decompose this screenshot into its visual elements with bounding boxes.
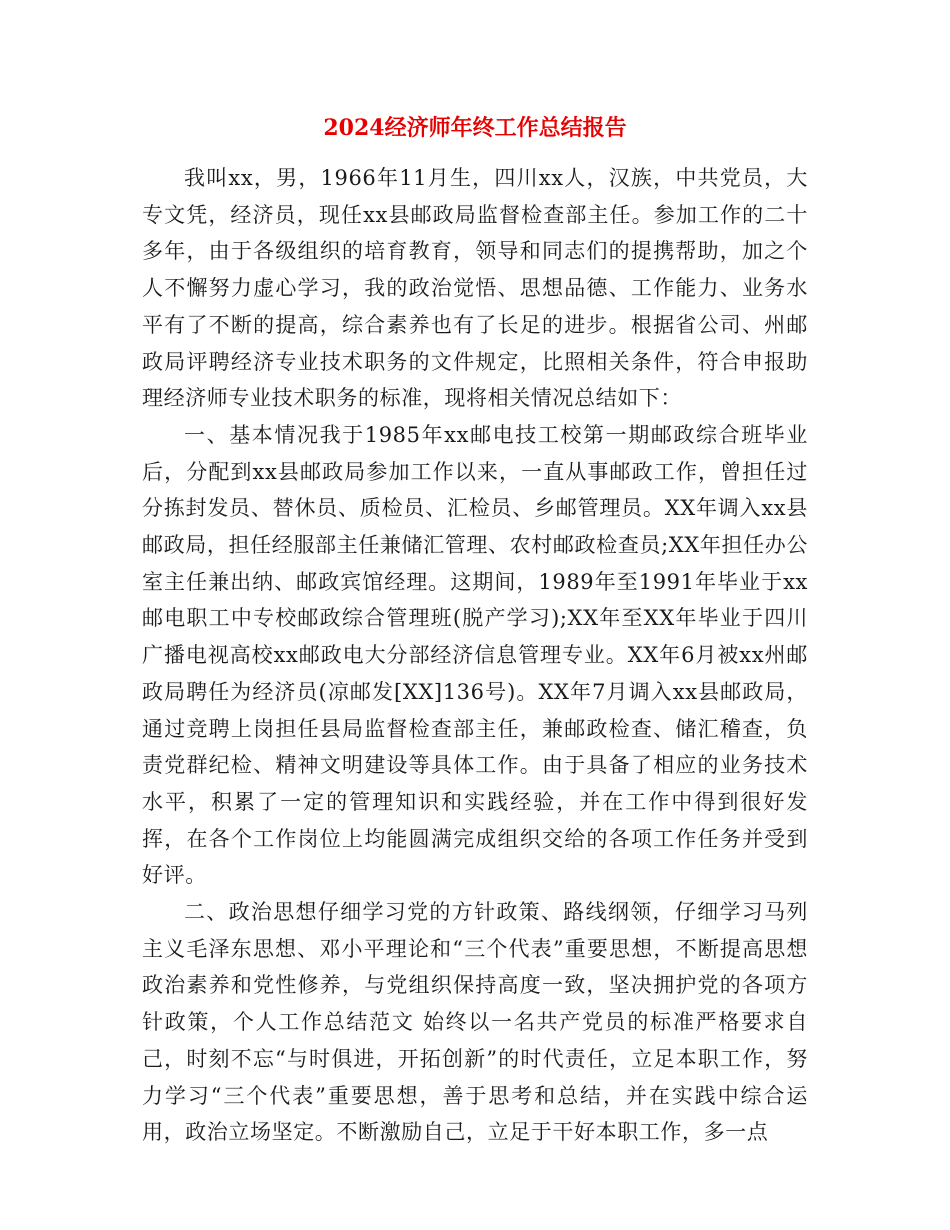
paragraph-political-thought: 二、政治思想仔细学习党的方针政策、路线纲领，仔细学习马列主义毛泽东思想、邓小平理论和“三个代表”重要思想，不断提高思想政治素养和党性修养，与党组织保持高度一致，坚决拥护党的各项方针政策，个人工作总结范文 始终以一名共产党员的标准严格要求自己，时刻不忘“与时俱进，开拓创新”的时代责任，立足本职工作，努力学习“三个代表”重要思想，善于思考和总结，并在实践中综合运用，政治立场坚定。不断激励自己，立足于干好本职工作，多一点 (142, 900, 808, 1145)
document-title: 2024经济师年终工作总结报告 (323, 115, 627, 141)
paragraph-intro: 我叫xx，男，1966年11月生，四川xx人，汉族，中共党员，大专文凭，经济员，现任xx县邮政局监督检查部主任。参加工作的二十多年，由于各级组织的培育教育，领导和同志们的提携帮助，加之个人不懈努力虚心学习，我的政治觉悟、思想品德、工作能力、业务水平有了不断的提高，综合素养也有了长足的进步。根据省公司、州邮政局评聘经济专业技术职务的文件规定，比照相关条件，符合申报助理经济师专业技术职务的标准，现将相关情况总结如下： (142, 166, 808, 411)
document-body (142, 160, 808, 1151)
paragraph-basic-info: 一、基本情况我于1985年xx邮电技工校第一期邮政综合班毕业后，分配到xx县邮政局参加工作以来，一直从事邮政工作，曾担任过分拣封发员、替休员、质检员、汇检员、乡邮管理员。XX年调入xx县邮政局，担任经服部主任兼储汇管理、农村邮政检查员;XX年担任办公室主任兼出纳、邮政宾馆经理。这期间，1989年至1991年毕业于xx邮电职工中专校邮政综合管理班(脱产学习);XX年至XX年毕业于四川广播电视高校xx邮政电大分部经济信息管理专业。XX年6月被xx州邮政局聘任为经济员(凉邮发[XX]136号)。XX年7月调入xx县邮政局，通过竞聘上岗担任县局监督检查部主任，兼邮政检查、储汇稽查，负责党群纪检、精神文明建设等具体工作。由于具备了相应的业务技术水平，积累了一定的管理知识和实践经验，并在工作中得到很好发挥，在各个工作岗位上均能圆满完成组织交给的各项工作任务并受到好评。 (142, 422, 808, 888)
